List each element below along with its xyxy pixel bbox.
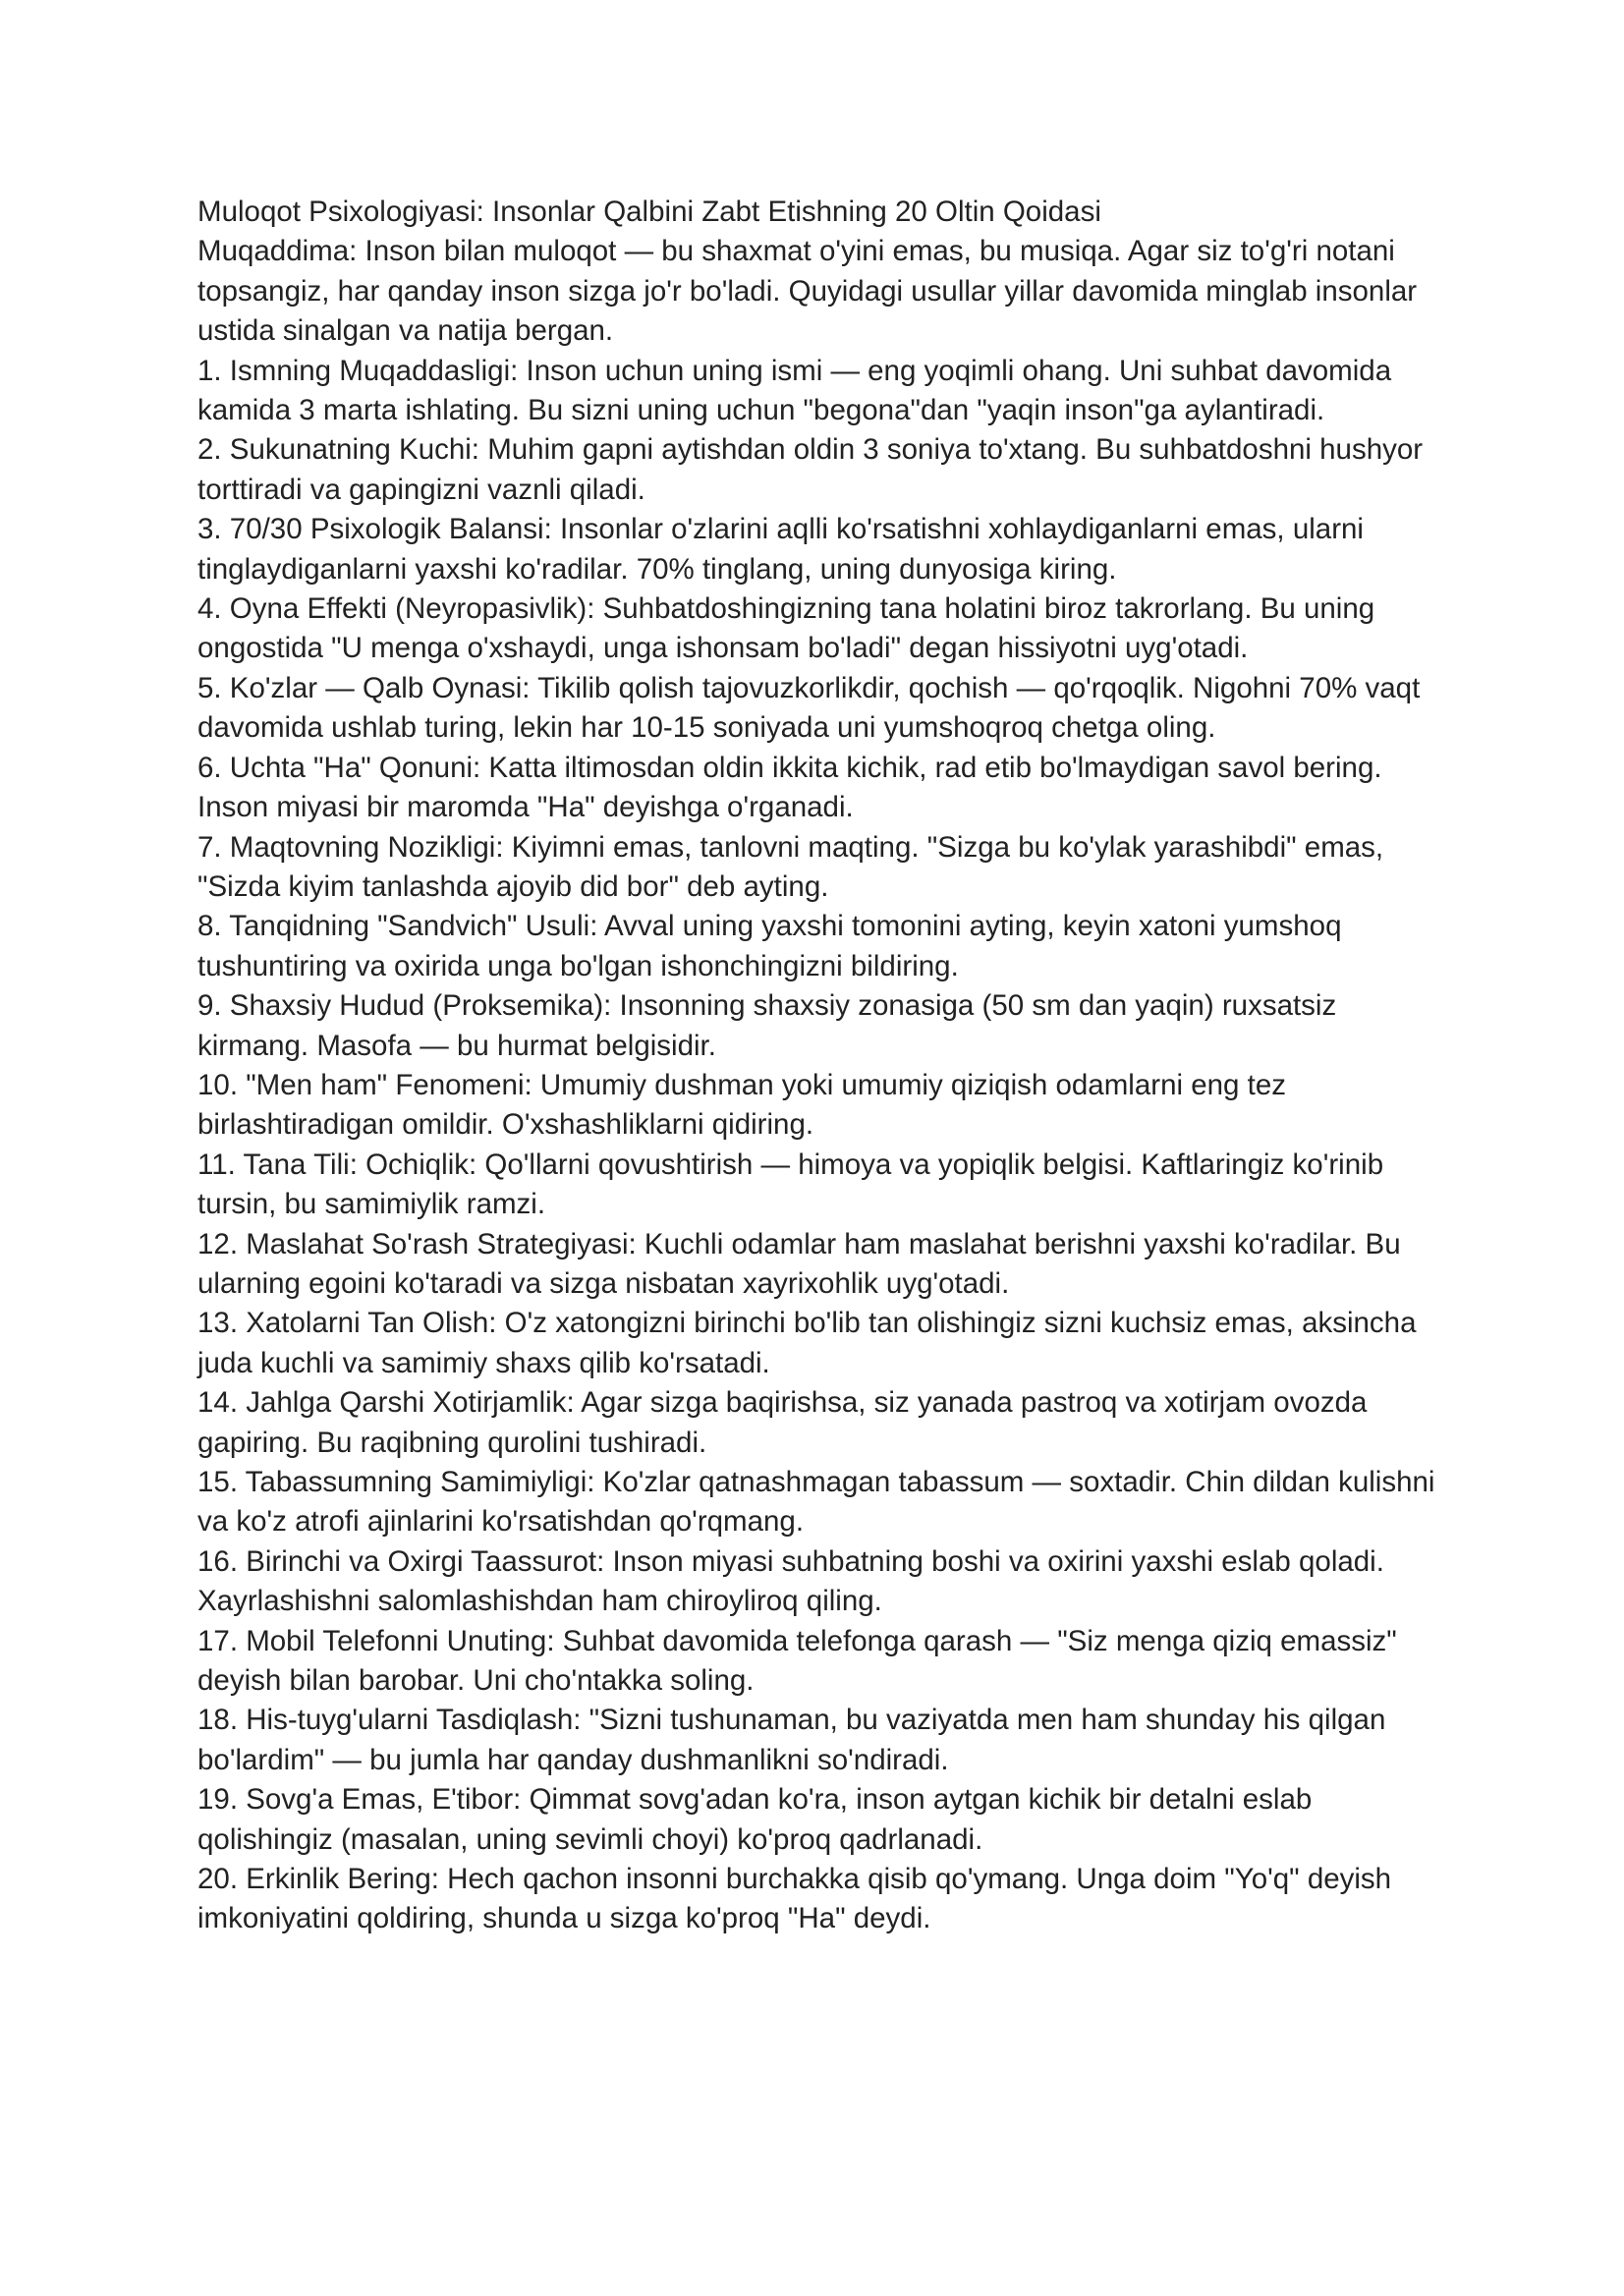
rule-item: 20. Erkinlik Bering: Hech qachon insonni burchakka qisib qo'ymang. Unga doim "Yo'q" deyish imkoniyatini qoldiring, shunda u sizga ko'proq "Ha" deydi. xyxy=(197,1863,1392,1935)
rule-item: 3. 70/30 Psixologik Balansi: Insonlar o'zlarini aqlli ko'rsatishni xohlaydiganlarni emas, ularni tinglaydiganlarni yaxshi ko'radilar. 70% tinglang, uning dunyosiga kiring. xyxy=(197,513,1364,586)
document-title: Muloqot Psixologiyasi: Insonlar Qalbini Zabt Etishning 20 Oltin Qoidasi xyxy=(197,196,1101,228)
rule-item: 1. Ismning Muqaddasligi: Inson uchun uning ismi — eng yoqimli ohang. Uni suhbat davomida kamida 3 marta ishlating. Bu sizni uning uchun "begona"dan "yaqin inson"ga aylantiradi. xyxy=(197,354,1392,427)
rule-item: 4. Oyna Effekti (Neyropasivlik): Suhbatdoshingizning tana holatini biroz takrorlang. Bu uning ongostida "U menga o'xshaydi, unga ishonsam bo'ladi" degan hissiyotni uyg'otadi. xyxy=(197,592,1375,665)
rule-item: 18. His-tuyg'ularni Tasdiqlash: "Sizni tushunaman, bu vaziyatda men ham shunday his qilgan bo'lardim" — bu jumla har qanday dushmanlikni so'ndiradi. xyxy=(197,1704,1386,1776)
rule-item: 2. Sukunatning Kuchi: Muhim gapni aytishdan oldin 3 soniya to'xtang. Bu suhbatdoshni hushyor torttiradi va gapingizni vaznli qiladi. xyxy=(197,433,1424,506)
rule-item: 14. Jahlga Qarshi Xotirjamlik: Agar sizga baqirishsa, siz yanada pastroq va xotirjam ovozda gapiring. Bu raqibning qurolini tushiradi. xyxy=(197,1386,1368,1459)
rule-item: 17. Mobil Telefonni Unuting: Suhbat davomida telefonga qarash — "Siz menga qiziq emassiz" deyish bilan barobar. Uni cho'ntakka soling. xyxy=(197,1624,1397,1698)
document-page xyxy=(197,193,1455,1939)
rule-item: 13. Xatolarni Tan Olish: O'z xatongizni birinchi bo'lib tan olishingiz sizni kuchsiz emas, aksincha juda kuchli va samimiy shaxs qilib ko'rsatadi. xyxy=(197,1307,1417,1379)
rule-item: 15. Tabassumning Samimiyligi: Ko'zlar qatnashmagan tabassum — soxtadir. Chin dildan kulishni va ko'z atrofi ajinlarini ko'rsatishdan qo'rqmang. xyxy=(197,1466,1435,1539)
document-intro: Muqaddima: Inson bilan muloqot — bu shaxmat o'yini emas, bu musiqa. Agar siz to'g'ri notani topsangiz, har qanday inson sizga jo'r bo'ladi. Quyidagi usullar yillar davomida minglab insonlar ustida sinalgan va natija bergan. xyxy=(197,235,1418,348)
rule-item: 6. Uchta "Ha" Qonuni: Katta iltimosdan oldin ikkita kichik, rad etib bo'lmaydigan savol bering. Inson miyasi bir maromda "Ha" deyishga o'rganadi. xyxy=(197,751,1382,824)
rule-item: 9. Shaxsiy Hudud (Proksemika): Insonning shaxsiy zonasiga (50 sm dan yaqin) ruxsatsiz kirmang. Masofa — bu hurmat belgisidir. xyxy=(197,989,1337,1062)
rule-item: 19. Sovg'a Emas, E'tibor: Qimmat sovg'adan ko'ra, inson aytgan kichik bir detalni eslab qolishingiz (masalan, uning sevimli choyi) ko'proq qadrlanadi. xyxy=(197,1783,1313,1856)
rule-item: 12. Maslahat So'rash Strategiyasi: Kuchli odamlar ham maslahat berishni yaxshi ko'radilar. Bu ularning egoini ko'taradi va sizga nisbatan xayrixohlik uyg'otadi. xyxy=(197,1227,1401,1300)
rule-item: 10. "Men ham" Fenomeni: Umumiy dushman yoki umumiy qiziqish odamlarni eng tez birlashtiradigan omildir. O'xshashliklarni qidiring. xyxy=(197,1068,1286,1142)
rule-item: 11. Tana Tili: Ochiqlik: Qo'llarni qovushtirish — himoya va yopiqlik belgisi. Kaftlaringiz ko'rinib tursin, bu samimiylik ramzi. xyxy=(197,1148,1384,1221)
rule-item: 16. Birinchi va Oxirgi Taassurot: Inson miyasi suhbatning boshi va oxirini yaxshi eslab qoladi. Xayrlashishni salomlashishdan ham chiroyliroq qiling. xyxy=(197,1544,1384,1618)
rule-item: 8. Tanqidning "Sandvich" Usuli: Avval uning yaxshi tomonini ayting, keyin xatoni yumshoq tushuntiring va oxirida unga bo'lgan ishonchingizni bildiring. xyxy=(197,910,1342,982)
rule-item: 7. Maqtovning Nozikligi: Kiyimni emas, tanlovni maqting. "Sizga bu ko'ylak yarashibdi" emas, "Sizda kiyim tanlashda ajoyib did bor" deb ayting. xyxy=(197,830,1384,903)
rule-item: 5. Ko'zlar — Qalb Oynasi: Tikilib qolish tajovuzkorlikdir, qochish — qo'rqoqlik. Nigohni 70% vaqt davomida ushlab turing, lekin har 10-15 soniyada uni yumshoqroq chetga oling. xyxy=(197,671,1421,745)
